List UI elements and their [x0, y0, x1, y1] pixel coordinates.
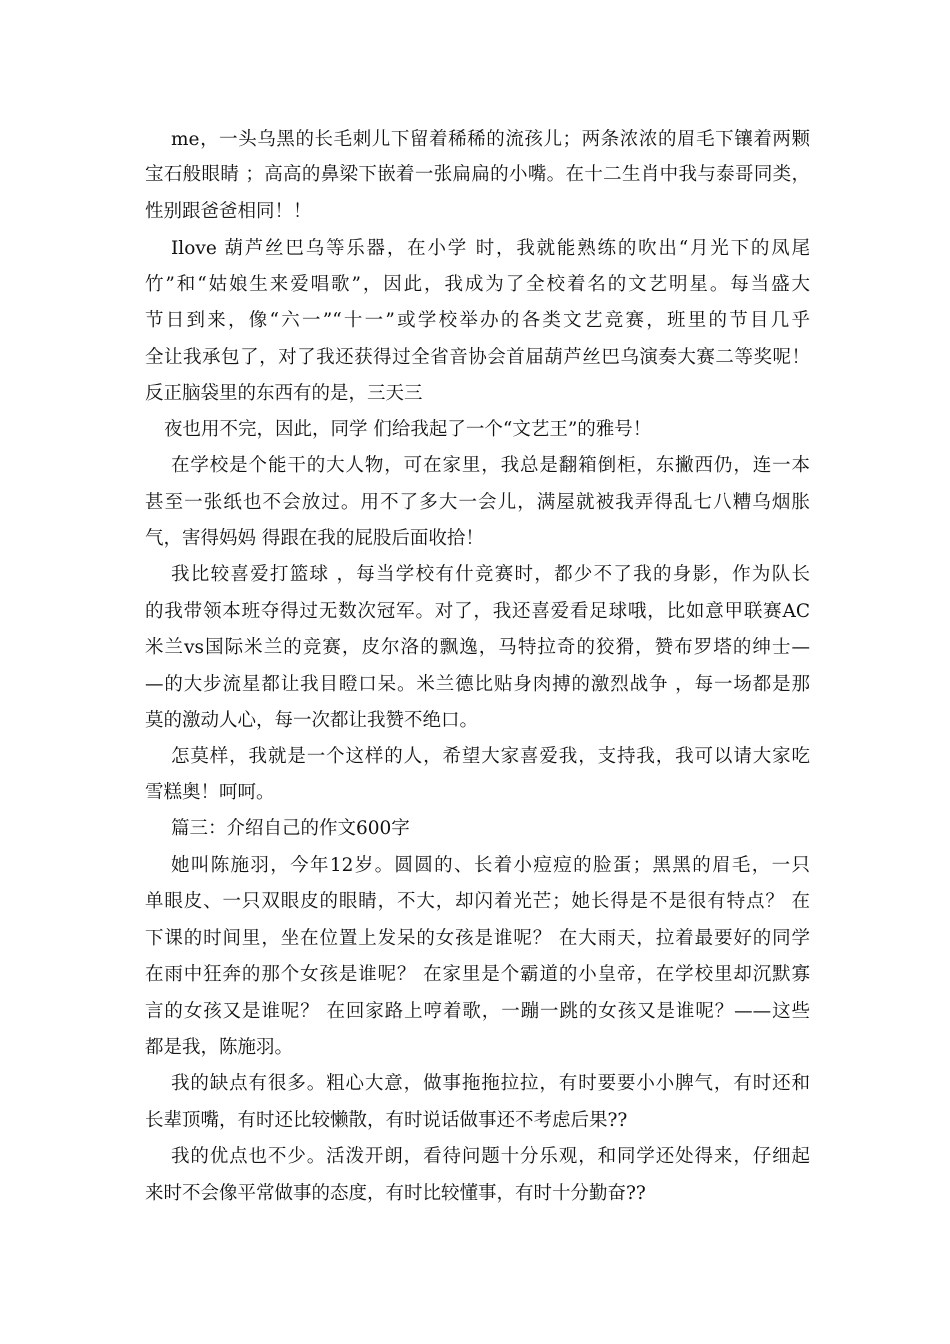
text-line: 全让我承包了，对了我还获得过全省音协会首届葫芦丝巴乌演奏大赛二等奖呢！: [145, 347, 810, 368]
text-line: 雪糕奥！呵呵。: [145, 782, 275, 803]
text-line: Ilove 葫芦丝巴乌等乐器，在小学 时，我就能熟练的吹出“月光下的凤尾: [171, 238, 810, 259]
text-line: me，一头乌黑的长毛刺儿下留着稀稀的流孩儿；两条浓浓的眉毛下镶着两颗: [171, 129, 810, 150]
text-line: 米兰vs国际米兰的竞赛，皮尔洛的飘逸，马特拉奇的狡猾，赞布罗塔的绅士—: [145, 637, 810, 658]
text-line: 气，害得妈妈 得跟在我的屁股后面收拾！: [145, 528, 484, 549]
text-line: 来时不会像平常做事的态度，有时比较懂事，有时十分勤奋??: [145, 1183, 646, 1204]
text-line: 的我带领本班夺得过无数次冠军。对了，我还喜爱看足球哦，比如意甲联赛AC: [145, 601, 810, 622]
text-line: 言的女孩又是谁呢？ 在回家路上哼着歌，一蹦一跳的女孩又是谁呢？——这些: [145, 1001, 810, 1022]
text-line: 都是我，陈施羽。: [145, 1037, 294, 1058]
text-line: —的大步流星都让我目瞪口呆。米兰德比贴身肉搏的激烈战争 ，每一场都是那: [145, 674, 810, 695]
text-line: 怎莫样，我就是一个这样的人，希望大家喜爱我，支持我，我可以请大家吃: [171, 746, 810, 767]
text-line: 夜也用不完，因此，同学 们给我起了一个“文艺王”的雅号！: [164, 419, 652, 440]
text-line: 在学校是个能干的大人物，可在家里，我总是翻箱倒柜，东撇西仍，连一本: [171, 455, 810, 476]
text-line: 她叫陈施羽，今年12岁。圆圆的、长着小痘痘的脸蛋；黑黑的眉毛，一只: [171, 855, 810, 876]
section-heading: 篇三：介绍自己的作文600字: [171, 818, 410, 839]
text-line: 我的缺点有很多。粗心大意，做事拖拖拉拉，有时要要小小脾气，有时还和: [171, 1073, 810, 1094]
text-line: 宝石般眼睛 ；高高的鼻梁下嵌着一张扁扁的小嘴。在十二生肖中我与泰哥同类，: [145, 164, 810, 185]
text-line: 下课的时间里，坐在位置上发呆的女孩是谁呢？ 在大雨天，拉着最要好的同学: [145, 928, 810, 949]
text-line: 竹”和“姑娘生来爱唱歌”，因此，我成为了全校着名的文艺明星。每当盛大: [145, 274, 810, 295]
text-line: 在雨中狂奔的那个女孩是谁呢？ 在家里是个霸道的小皇帝，在学校里却沉默寡: [145, 964, 810, 985]
text-line: 性别跟爸爸相同！！: [145, 201, 312, 222]
text-line: 莫的激动人心，每一次都让我赞不绝口。: [145, 710, 479, 731]
text-line: 我的优点也不少。活泼开朗，看待问题十分乐观，和同学还处得来，仔细起: [171, 1146, 810, 1167]
text-line: 甚至一张纸也不会放过。用不了多大一会儿，满屋就被我弄得乱七八糟乌烟胀: [145, 492, 810, 513]
text-line: 我比较喜爱打篮球 ，每当学校有什竞赛时，都少不了我的身影，作为队长: [171, 564, 810, 585]
text-line: 单眼皮、一只双眼皮的眼睛，不大，却闪着光芒；她长得是不是很有特点？ 在: [145, 891, 810, 912]
text-line: 反正脑袋里的东西有的是，三天三: [145, 383, 423, 404]
text-line: 长辈顶嘴，有时还比较懒散，有时说话做事还不考虑后果??: [145, 1110, 628, 1131]
text-line: 节日到来，像“六一”“十一”或学校举办的各类文艺竞赛，班里的节目几乎: [145, 310, 810, 331]
